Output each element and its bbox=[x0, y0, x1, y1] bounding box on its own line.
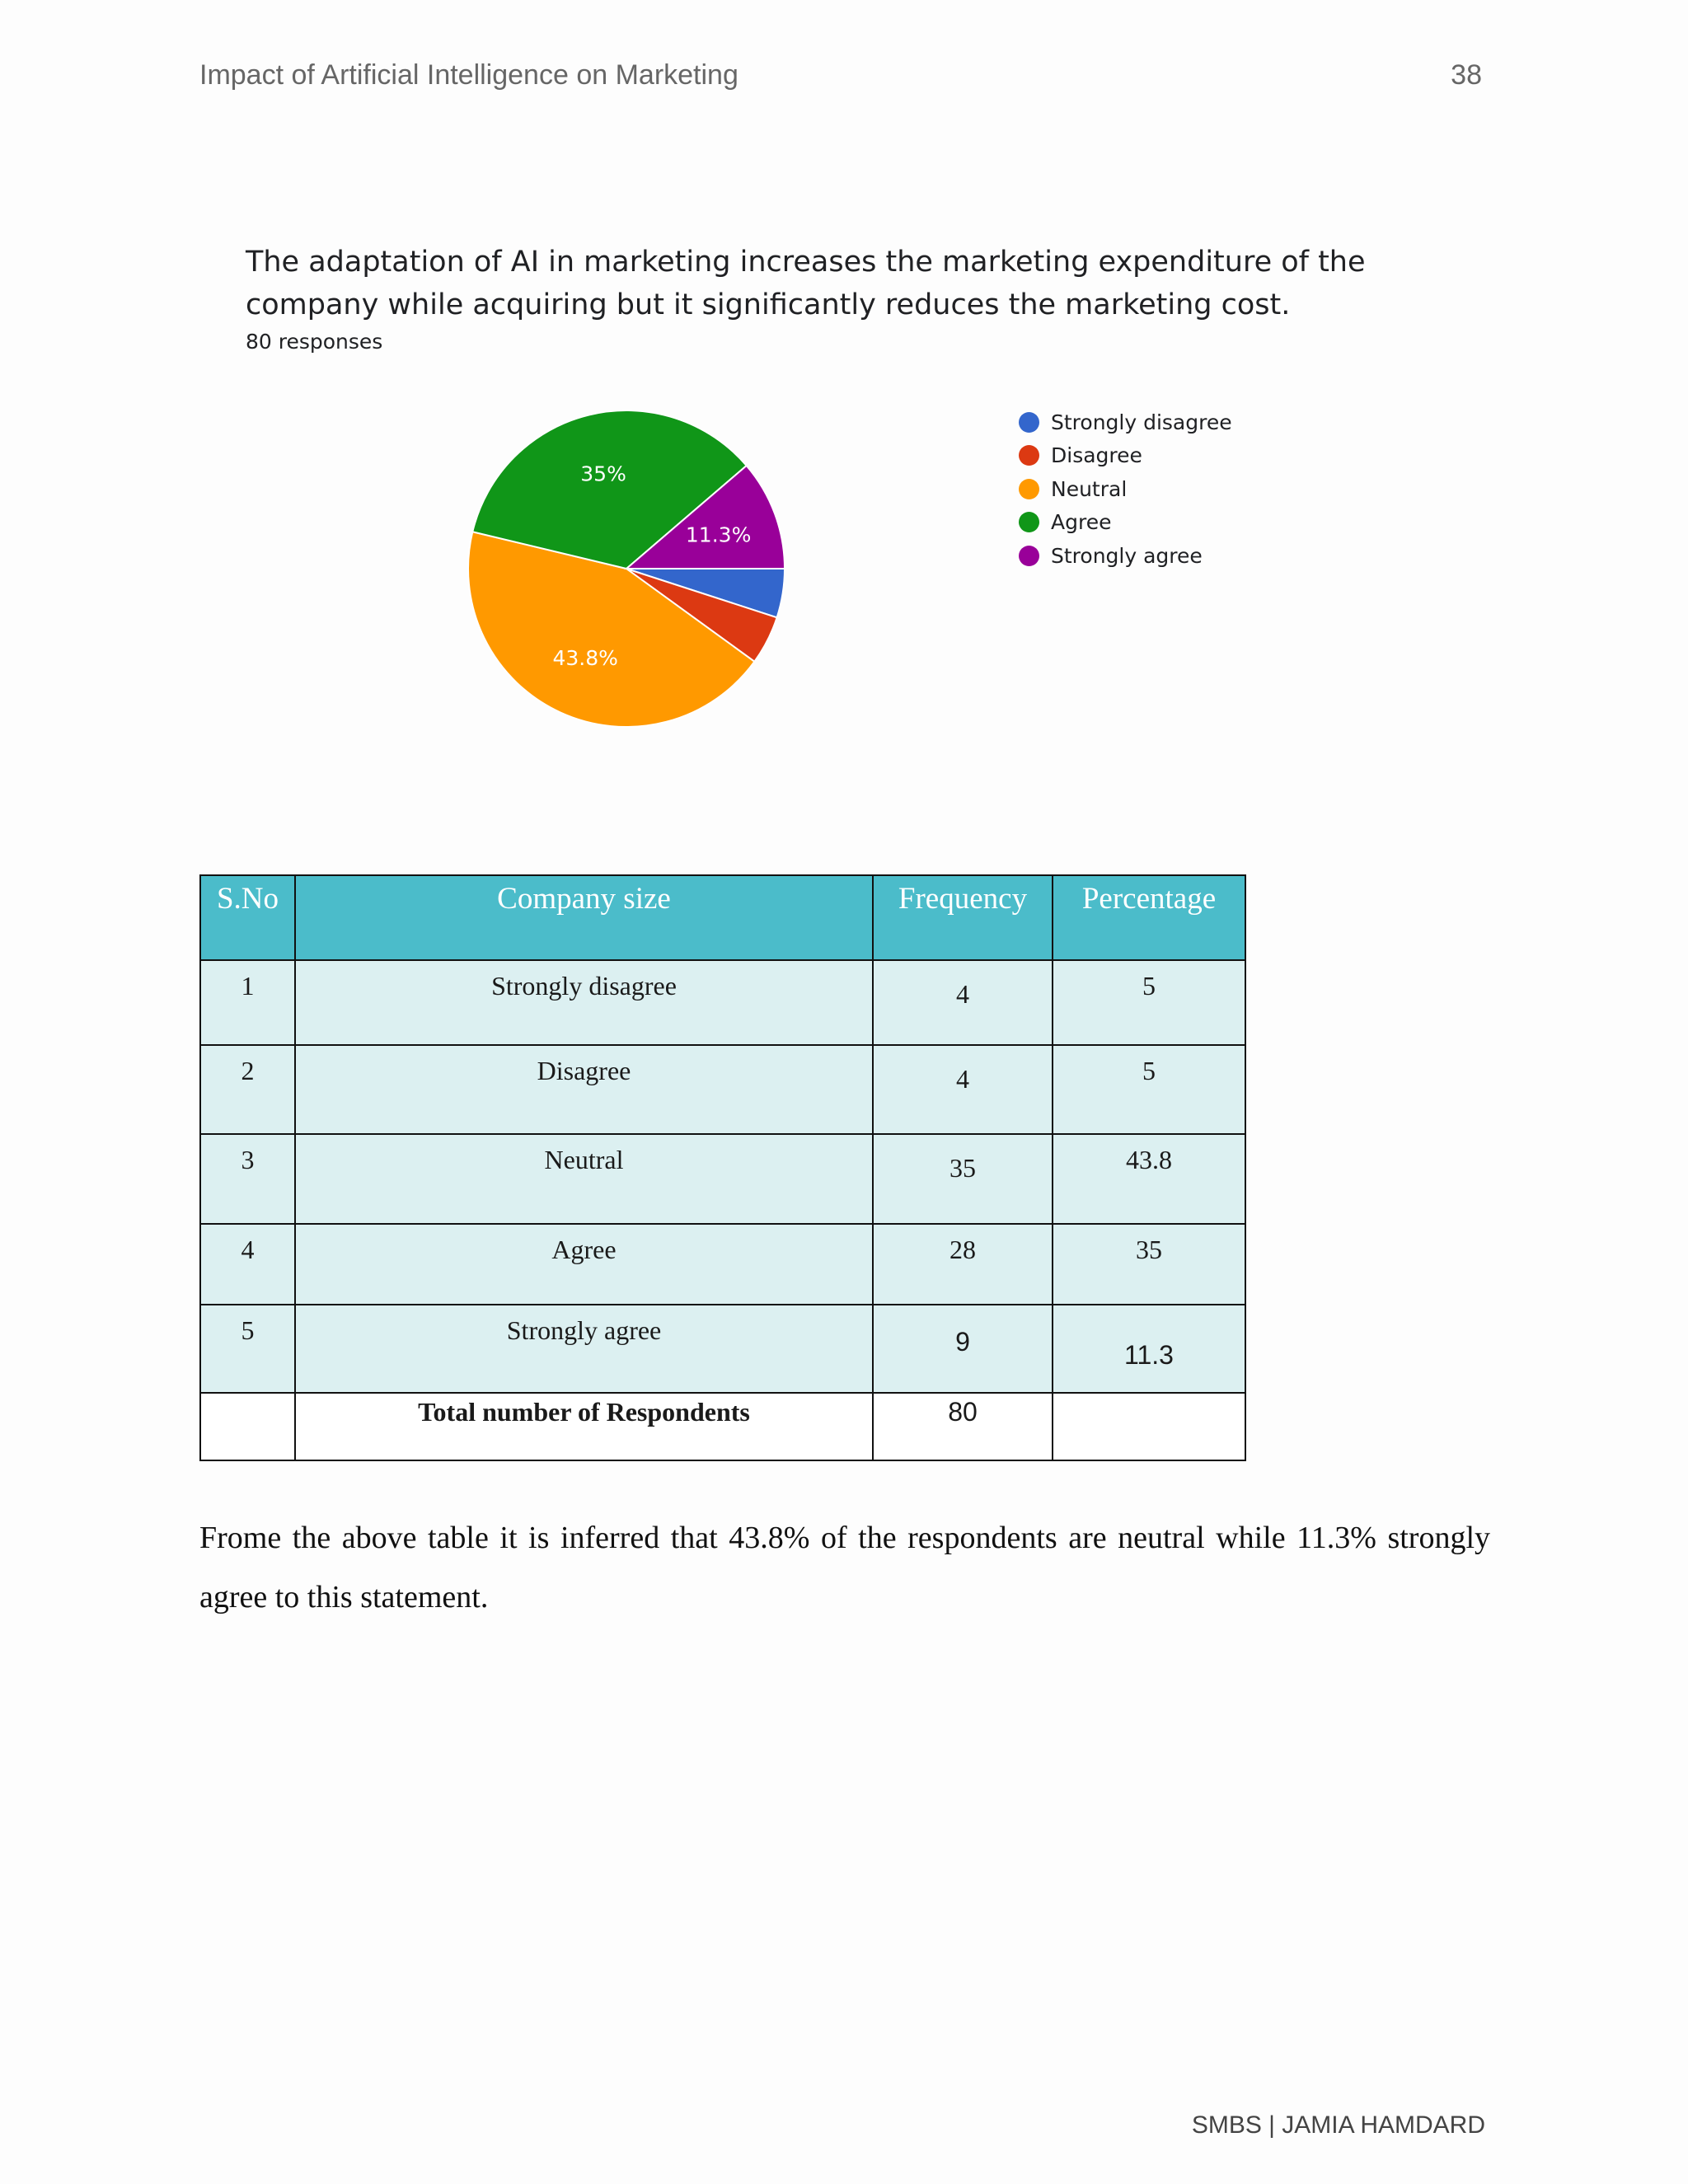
legend-swatch bbox=[1019, 479, 1039, 499]
total-value: 80 bbox=[873, 1393, 1053, 1460]
pie-chart bbox=[453, 396, 799, 742]
legend-label: Agree bbox=[1051, 510, 1112, 535]
table-total-row bbox=[200, 1393, 1245, 1460]
table-row bbox=[200, 1134, 1245, 1224]
legend-item-agree bbox=[1019, 506, 1232, 540]
chart-response-count: 80 responses bbox=[246, 330, 383, 354]
table-row bbox=[200, 1224, 1245, 1305]
cell-sno: 1 bbox=[200, 960, 295, 1045]
legend-item-disagree bbox=[1019, 439, 1232, 473]
cell-percentage: 5 bbox=[1053, 1045, 1245, 1134]
table-row bbox=[200, 1045, 1245, 1134]
cell-response: Neutral bbox=[295, 1134, 873, 1224]
chart-title: The adaptation of AI in marketing increases the marketing expenditure of the company while acquiring but it significantly reduces the marketing cost. bbox=[246, 246, 1366, 321]
cell-frequency: 4 bbox=[873, 1045, 1053, 1134]
cell-empty bbox=[1053, 1393, 1245, 1460]
legend-item-strongly-disagree bbox=[1019, 405, 1232, 439]
legend-label: Disagree bbox=[1051, 443, 1142, 468]
legend-label: Strongly agree bbox=[1051, 543, 1203, 568]
cell-empty bbox=[200, 1393, 295, 1460]
cell-frequency: 4 bbox=[873, 960, 1053, 1045]
cell-frequency: 28 bbox=[873, 1224, 1053, 1305]
chart-legend bbox=[1019, 405, 1232, 573]
cell-percentage: 11.3 bbox=[1053, 1305, 1245, 1393]
cell-response: Strongly disagree bbox=[295, 960, 873, 1045]
cell-response: Strongly agree bbox=[295, 1305, 873, 1393]
pie-label: 43.8% bbox=[552, 646, 618, 671]
legend-swatch bbox=[1019, 445, 1039, 466]
cell-percentage: 43.8 bbox=[1053, 1134, 1245, 1224]
header-frequency: Frequency bbox=[873, 875, 1053, 960]
table-row bbox=[200, 1305, 1245, 1393]
pie-label: 11.3% bbox=[685, 523, 752, 547]
legend-item-strongly-agree bbox=[1019, 539, 1232, 573]
cell-percentage: 5 bbox=[1053, 960, 1245, 1045]
cell-sno: 5 bbox=[200, 1305, 295, 1393]
cell-frequency: 9 bbox=[873, 1305, 1053, 1393]
header-percentage: Percentage bbox=[1053, 875, 1245, 960]
legend-swatch bbox=[1019, 412, 1039, 433]
legend-swatch bbox=[1019, 546, 1039, 566]
legend-swatch bbox=[1019, 512, 1039, 532]
frequency-table bbox=[199, 874, 1246, 1461]
table-row bbox=[200, 960, 1245, 1045]
legend-label: Strongly disagree bbox=[1051, 410, 1232, 434]
cell-percentage: 35 bbox=[1053, 1224, 1245, 1305]
header-company-size: Company size bbox=[295, 875, 873, 960]
pie-label: 35% bbox=[580, 462, 626, 486]
body-paragraph: Frome the above table it is inferred that 43.8% of the respondents are neutral while 11.3% strongly agree to this statement. bbox=[199, 1521, 1490, 1615]
page-number: 38 bbox=[1451, 59, 1482, 91]
cell-frequency: 35 bbox=[873, 1134, 1053, 1224]
cell-response: Disagree bbox=[295, 1045, 873, 1134]
page-footer: SMBS | JAMIA HAMDARD bbox=[1191, 2111, 1485, 2139]
cell-response: Agree bbox=[295, 1224, 873, 1305]
legend-item-neutral bbox=[1019, 472, 1232, 506]
cell-sno: 4 bbox=[200, 1224, 295, 1305]
running-header-title: Impact of Artificial Intelligence on Marketing bbox=[199, 59, 738, 91]
legend-label: Neutral bbox=[1051, 476, 1128, 501]
total-label: Total number of Respondents bbox=[295, 1393, 873, 1460]
cell-sno: 2 bbox=[200, 1045, 295, 1134]
table-header-row bbox=[200, 875, 1245, 960]
cell-sno: 3 bbox=[200, 1134, 295, 1224]
header-sno: S.No bbox=[200, 875, 295, 960]
